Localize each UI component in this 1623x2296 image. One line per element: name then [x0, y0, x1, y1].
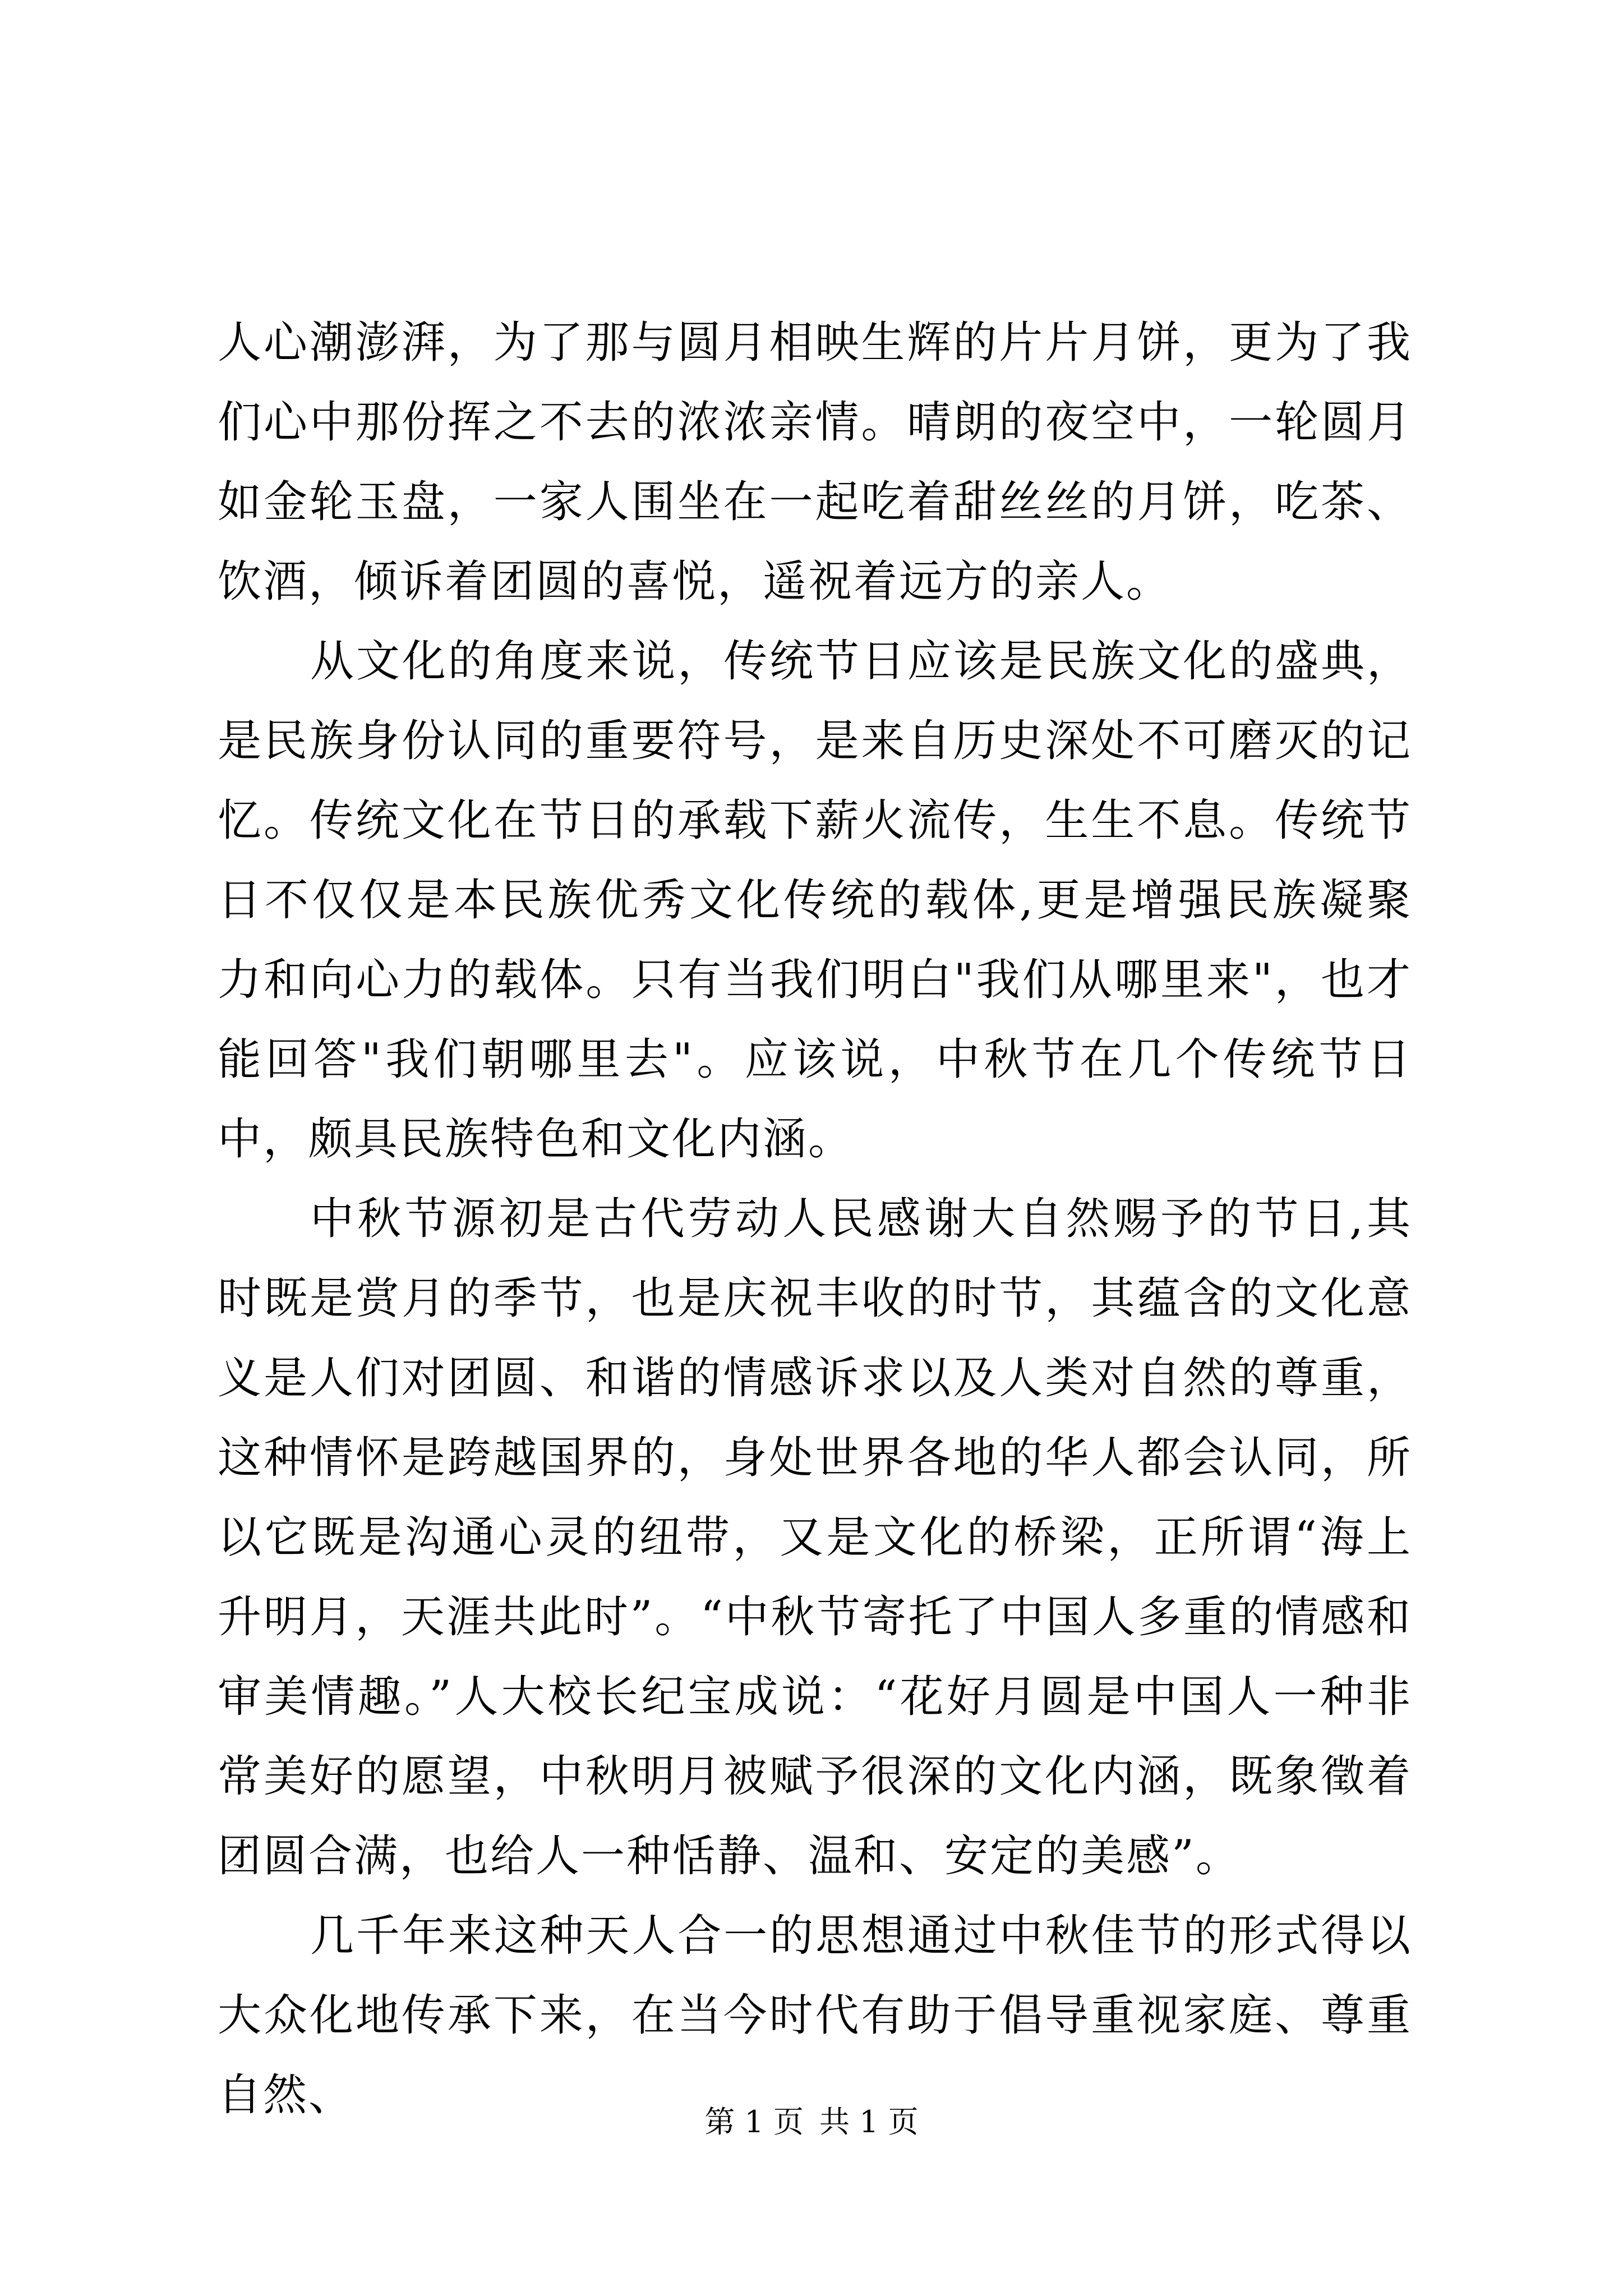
- page-footer: [0, 2102, 1623, 2142]
- document-body: [218, 303, 1412, 2135]
- page-number: 第 1 页: [704, 2104, 804, 2139]
- paragraph-2: 从文化的角度来说，传统节日应该是民族文化的盛典，是民族身份认同的重要符号，是来自历史深处不可磨灭的记忆。传统文化在节日的承载下薪火流传，生生不息。传统节日不仅仅是本民族优秀文化传统的载体,更是增强民族凝聚力和向心力的载体。只有当我们明白"我们从哪里来"，也才能回答"我们朝哪里去"。应该说，中秋节在几个传统节日中，颇具民族特色和文化内涵。: [218, 636, 1412, 1165]
- paragraph-4: 几千年来这种天人合一的思想通过中秋佳节的形式得以大众化地传承下来，在当今时代有助于倡导重视家庭、尊重自然、: [218, 1911, 1412, 2120]
- paragraph-3: 中秋节源初是古代劳动人民感谢大自然赐予的节日,其时既是赏月的季节，也是庆祝丰收的时节，其蕴含的文化意义是人们对团圆、和谐的情感诉求以及人类对自然的尊重，这种情怀是跨越国界的，身处世界各地的华人都会认同，所以它既是沟通心灵的纽带，又是文化的桥梁，正所谓“海上升明月，天涯共此时”。“中秋节寄托了中国人多重的情感和审美情趣。”人大校长纪宝成说：“花好月圆是中国人一种非常美好的愿望，中秋明月被赋予很深的文化内涵，既象徵着团圆合满，也给人一种恬静、温和、安定的美感”。: [218, 1194, 1412, 1881]
- page-total: 共 1 页: [819, 2104, 919, 2139]
- paragraph-1: 人心潮澎湃，为了那与圆月相映生辉的片片月饼，更为了我们心中那份挥之不去的浓浓亲情。晴朗的夜空中，一轮圆月如金轮玉盘，一家人围坐在一起吃着甜丝丝的月饼，吃茶、饮酒，倾诉着团圆的喜悦，遥祝着远方的亲人。: [218, 318, 1412, 607]
